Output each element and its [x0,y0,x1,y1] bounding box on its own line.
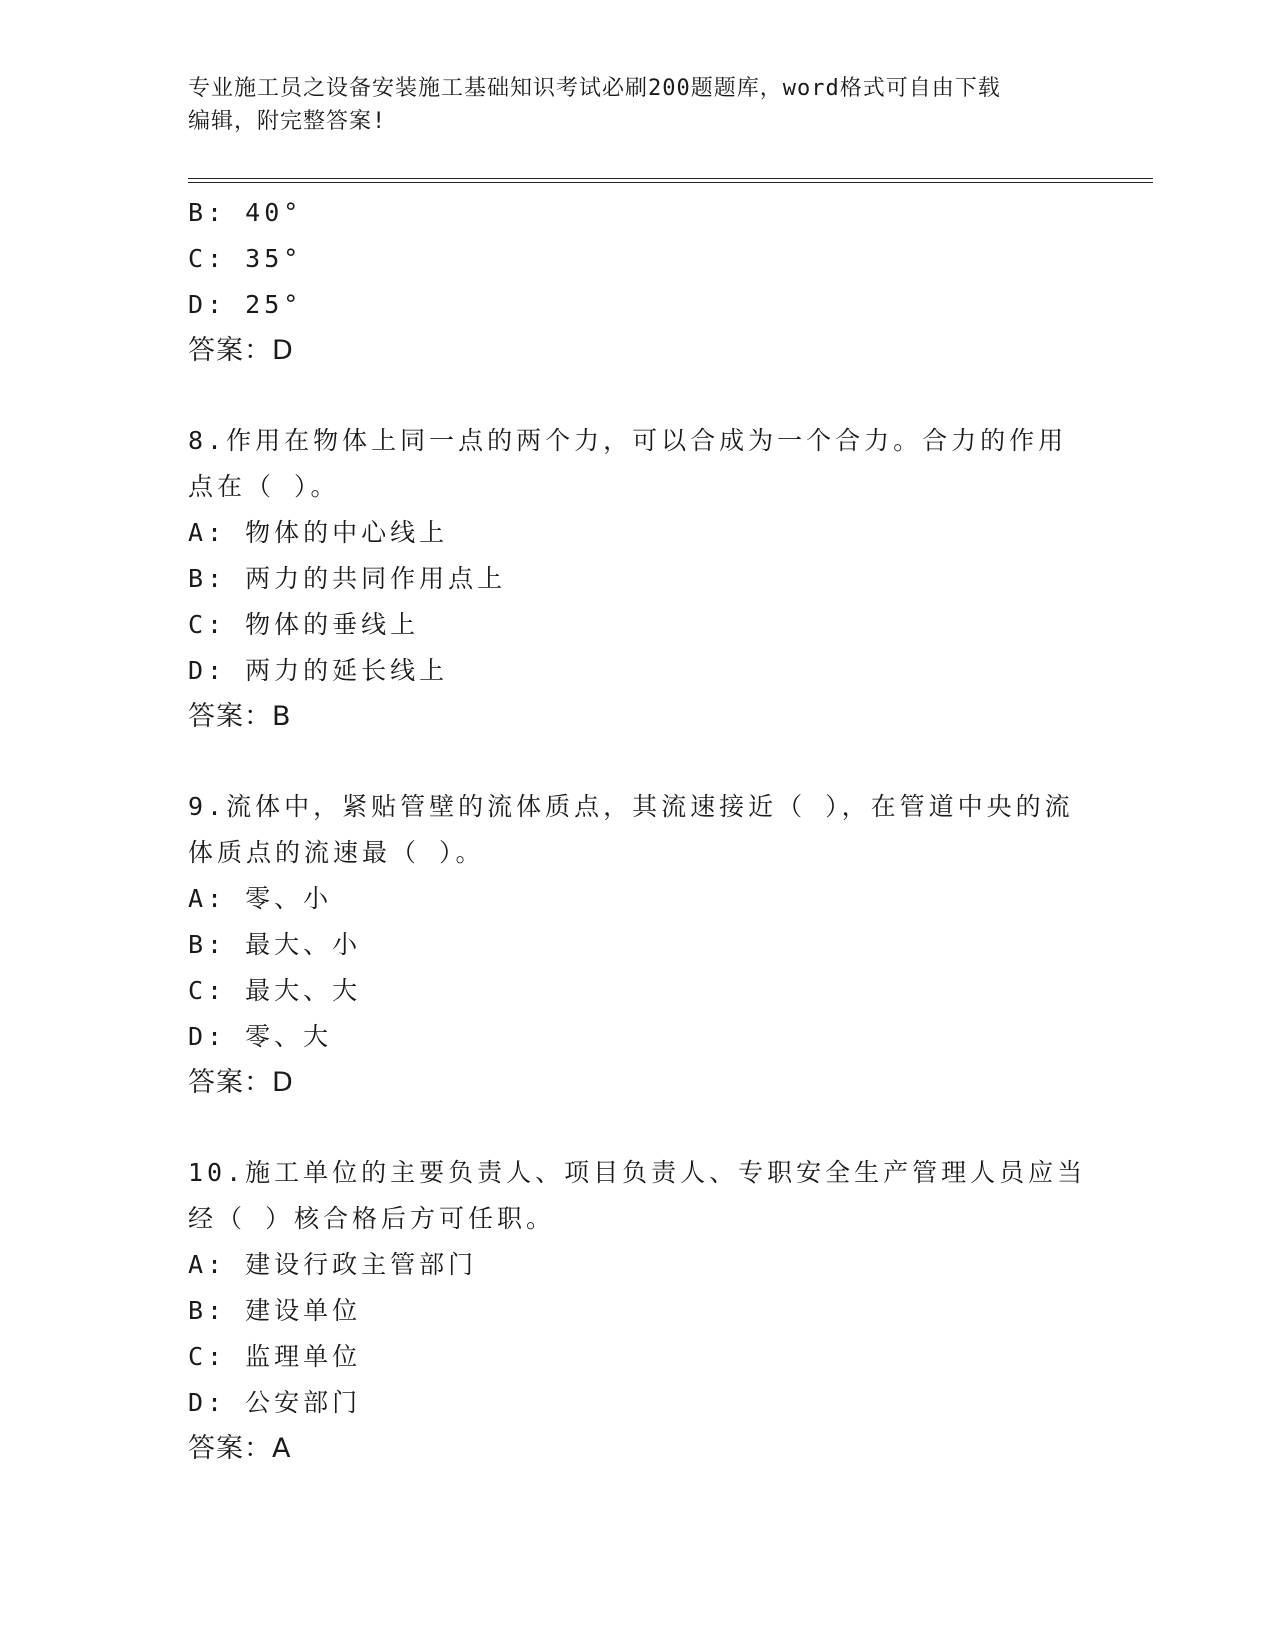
question-text-line-1: 8.作用在物体上同一点的两个力，可以合成为一个合力。合力的作用 [188,426,1068,455]
option-text: 35° [245,244,303,273]
question-text-line-1: 9.流体中，紧贴管壁的流体质点，其流速接近（ ），在管道中央的流 [188,792,1074,821]
option-a [188,510,1088,556]
answer: 答案：A [188,1433,292,1464]
option-label: B: [188,198,227,227]
answer: 答案：D [188,335,294,366]
option-c [188,968,1088,1014]
option-text: 监理单位 [245,1342,362,1371]
option-c [188,602,1088,648]
header-divider-top [188,178,1153,179]
option-text: 40° [245,198,303,227]
option-text: 两力的延长线上 [245,656,449,685]
option-text: 物体的垂线上 [245,610,420,639]
option-b [188,190,1088,236]
document-header [188,72,1088,138]
option-text: 25° [245,290,303,319]
question-list [188,190,1088,1472]
option-label: A: [188,1250,227,1279]
option-text: 公安部门 [245,1388,362,1417]
option-label: B: [188,564,227,593]
option-d [188,1380,1088,1426]
option-b [188,556,1088,602]
option-a [188,876,1088,922]
option-label: C: [188,976,227,1005]
answer: 答案：D [188,1067,294,1098]
question-10 [188,1150,1088,1472]
option-label: C: [188,244,227,273]
option-label: D: [188,290,227,319]
option-text: 最大、小 [245,930,362,959]
option-c [188,1334,1088,1380]
option-label: C: [188,1342,227,1371]
header-divider-bottom [188,182,1153,183]
option-text: 零、大 [245,1022,333,1051]
option-text: 建设单位 [245,1296,362,1325]
option-label: D: [188,656,227,685]
option-c [188,236,1088,282]
option-label: B: [188,1296,227,1325]
option-text: 物体的中心线上 [245,518,449,547]
option-label: C: [188,610,227,639]
option-b [188,1288,1088,1334]
question-text-line-2: 经（ ）核合格后方可任职。 [188,1204,556,1233]
option-text: 零、小 [245,884,333,913]
option-d [188,282,1088,328]
question-text-line-1: 10.施工单位的主要负责人、项目负责人、专职安全生产管理人员应当 [188,1158,1087,1187]
header-line-1: 专业施工员之设备安装施工基础知识考试必刷200题题库，word格式可自由下载 [188,76,1001,101]
option-d [188,1014,1088,1060]
question-text-line-2: 点在（ ）。 [188,472,340,501]
option-d [188,648,1088,694]
answer: 答案：B [188,701,292,732]
option-text: 最大、大 [245,976,362,1005]
question-text-line-2: 体质点的流速最（ ）。 [188,838,485,867]
question-7-continuation [188,190,1088,374]
option-label: D: [188,1022,227,1051]
option-label: D: [188,1388,227,1417]
option-label: B: [188,930,227,959]
option-text: 两力的共同作用点上 [245,564,507,593]
option-label: A: [188,518,227,547]
question-8 [188,418,1088,740]
option-b [188,922,1088,968]
question-9 [188,784,1088,1106]
option-a [188,1242,1088,1288]
option-text: 建设行政主管部门 [245,1250,478,1279]
header-line-2: 编辑，附完整答案! [188,109,387,134]
option-label: A: [188,884,227,913]
